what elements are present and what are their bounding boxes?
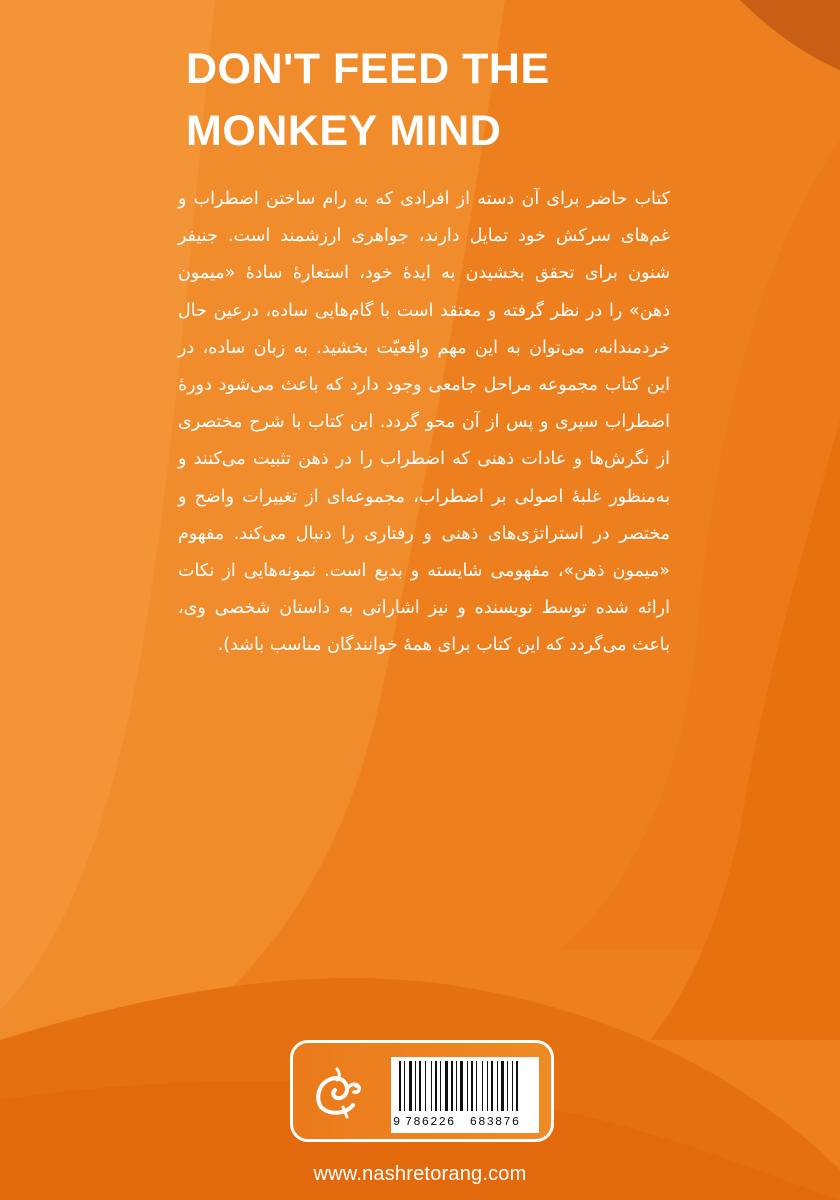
isbn-barcode xyxy=(391,1057,539,1133)
book-title-line-1: DON'T FEED THE xyxy=(186,45,550,93)
book-title-line-2: MONKEY MIND xyxy=(186,107,502,155)
barcode-prefix-digit: 9 xyxy=(393,1115,401,1129)
back-cover-blurb xyxy=(178,181,670,665)
barcode-number: 786226 683876 xyxy=(405,1115,521,1129)
publisher-barcode-panel xyxy=(290,1040,554,1142)
blurb-text: کتاب حاضر برای آن دسته از افرادی که به رام ساختن اضطراب و غم‌های سرکش خود تمایل دارند، جواهری ارزشمند است. جنیفر شنون برای تحقق بخشیدن به ایدهٔ خود، استعارهٔ سادهٔ «میمون ذهن» را در نظر گرفته و معتقد است با گام‌هایی ساده، درعین حال خردمندانه، می‌توان به این مهم واقعیّت بخشید. به زبان ساده، در این کتاب مجموعه مراحل جامعی وجود دارد که باعث می‌شود دورهٔ اضطراب سپری و پس از آن محو گردد. این کتاب با شرح مختصری از نگرش‌ها و عادات ذهنی که اضطراب را در ذهن تثبیت می‌کنند و به‌منظور غلبهٔ اصولی بر اضطراب، مجموعه‌ای از تغییرات واضح و مختصر در استراتژی‌های ذهنی و رفتاری را دنبال می‌کند. مفهوم «میمون ذهن»، مفهومی شایسته و بدیع است. نمونه‌هایی از نکات ارائه شده توسط نویسنده و نیز اشاراتی به داستان شخصی وی، باعث می‌گردد که این کتاب برای همهٔ خوانندگان مناسب باشد). xyxy=(178,189,670,656)
publisher-website[interactable]: www.nashretorang.com xyxy=(313,1163,527,1185)
publisher-bird-logo-icon xyxy=(307,1061,369,1123)
barcode-bars xyxy=(399,1061,531,1111)
book-title xyxy=(186,38,706,162)
